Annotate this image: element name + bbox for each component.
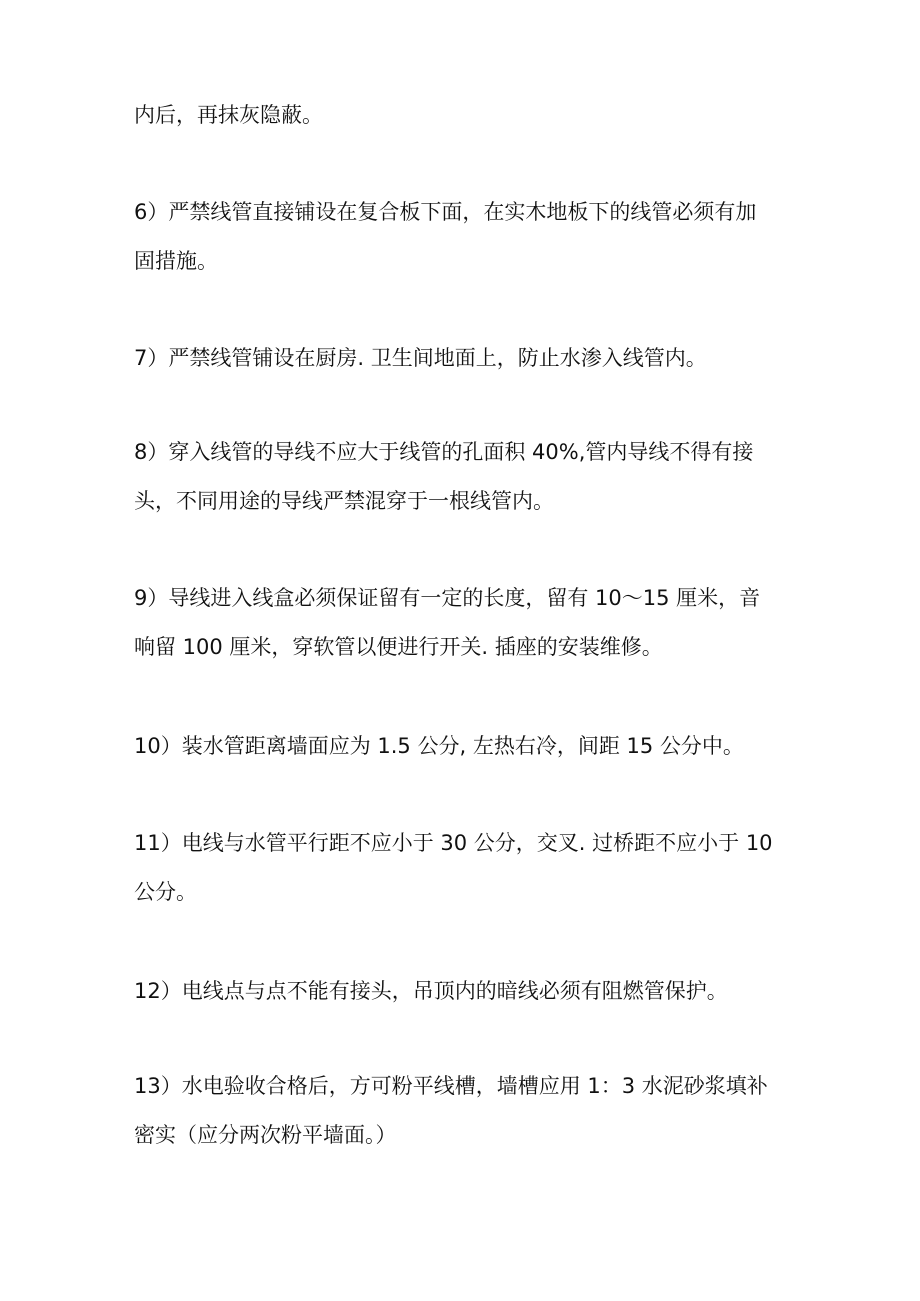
paragraph-line: 13）水电验收合格后，方可粉平线槽，墙槽应用 1：3 水泥砂浆填补 bbox=[134, 1074, 768, 1098]
paragraph-line: 10）装水管距离墙面应为 1.5 公分, 左热右冷，间距 15 公分中。 bbox=[134, 734, 744, 758]
paragraph-line: 9）导线进入线盒必须保证留有一定的长度，留有 10～15 厘米，音 bbox=[134, 586, 761, 610]
paragraph-line: 公分。 bbox=[134, 880, 197, 904]
paragraph-line: 6）严禁线管直接铺设在复合板下面，在实木地板下的线管必须有加 bbox=[134, 200, 757, 224]
paragraph-line: 12）电线点与点不能有接头，吊顶内的暗线必须有阻燃管保护。 bbox=[134, 979, 728, 1003]
paragraph-line: 响留 100 厘米，穿软管以便进行开关. 插座的安装维修。 bbox=[134, 635, 663, 659]
paragraph-line: 内后，再抹灰隐蔽。 bbox=[134, 103, 323, 127]
paragraph-line: 密实（应分两次粉平墙面。） bbox=[134, 1123, 397, 1147]
paragraph-line: 7）严禁线管铺设在厨房. 卫生间地面上，防止水渗入线管内。 bbox=[134, 346, 707, 370]
paragraph-line: 8）穿入线管的导线不应大于线管的孔面积 40%,管内导线不得有接 bbox=[134, 440, 754, 464]
paragraph-line: 11）电线与水管平行距不应小于 30 公分，交叉. 过桥距不应小于 10 bbox=[134, 831, 773, 855]
paragraph-line: 固措施。 bbox=[134, 249, 218, 273]
paragraph-line: 头，不同用途的导线严禁混穿于一根线管内。 bbox=[134, 489, 554, 513]
